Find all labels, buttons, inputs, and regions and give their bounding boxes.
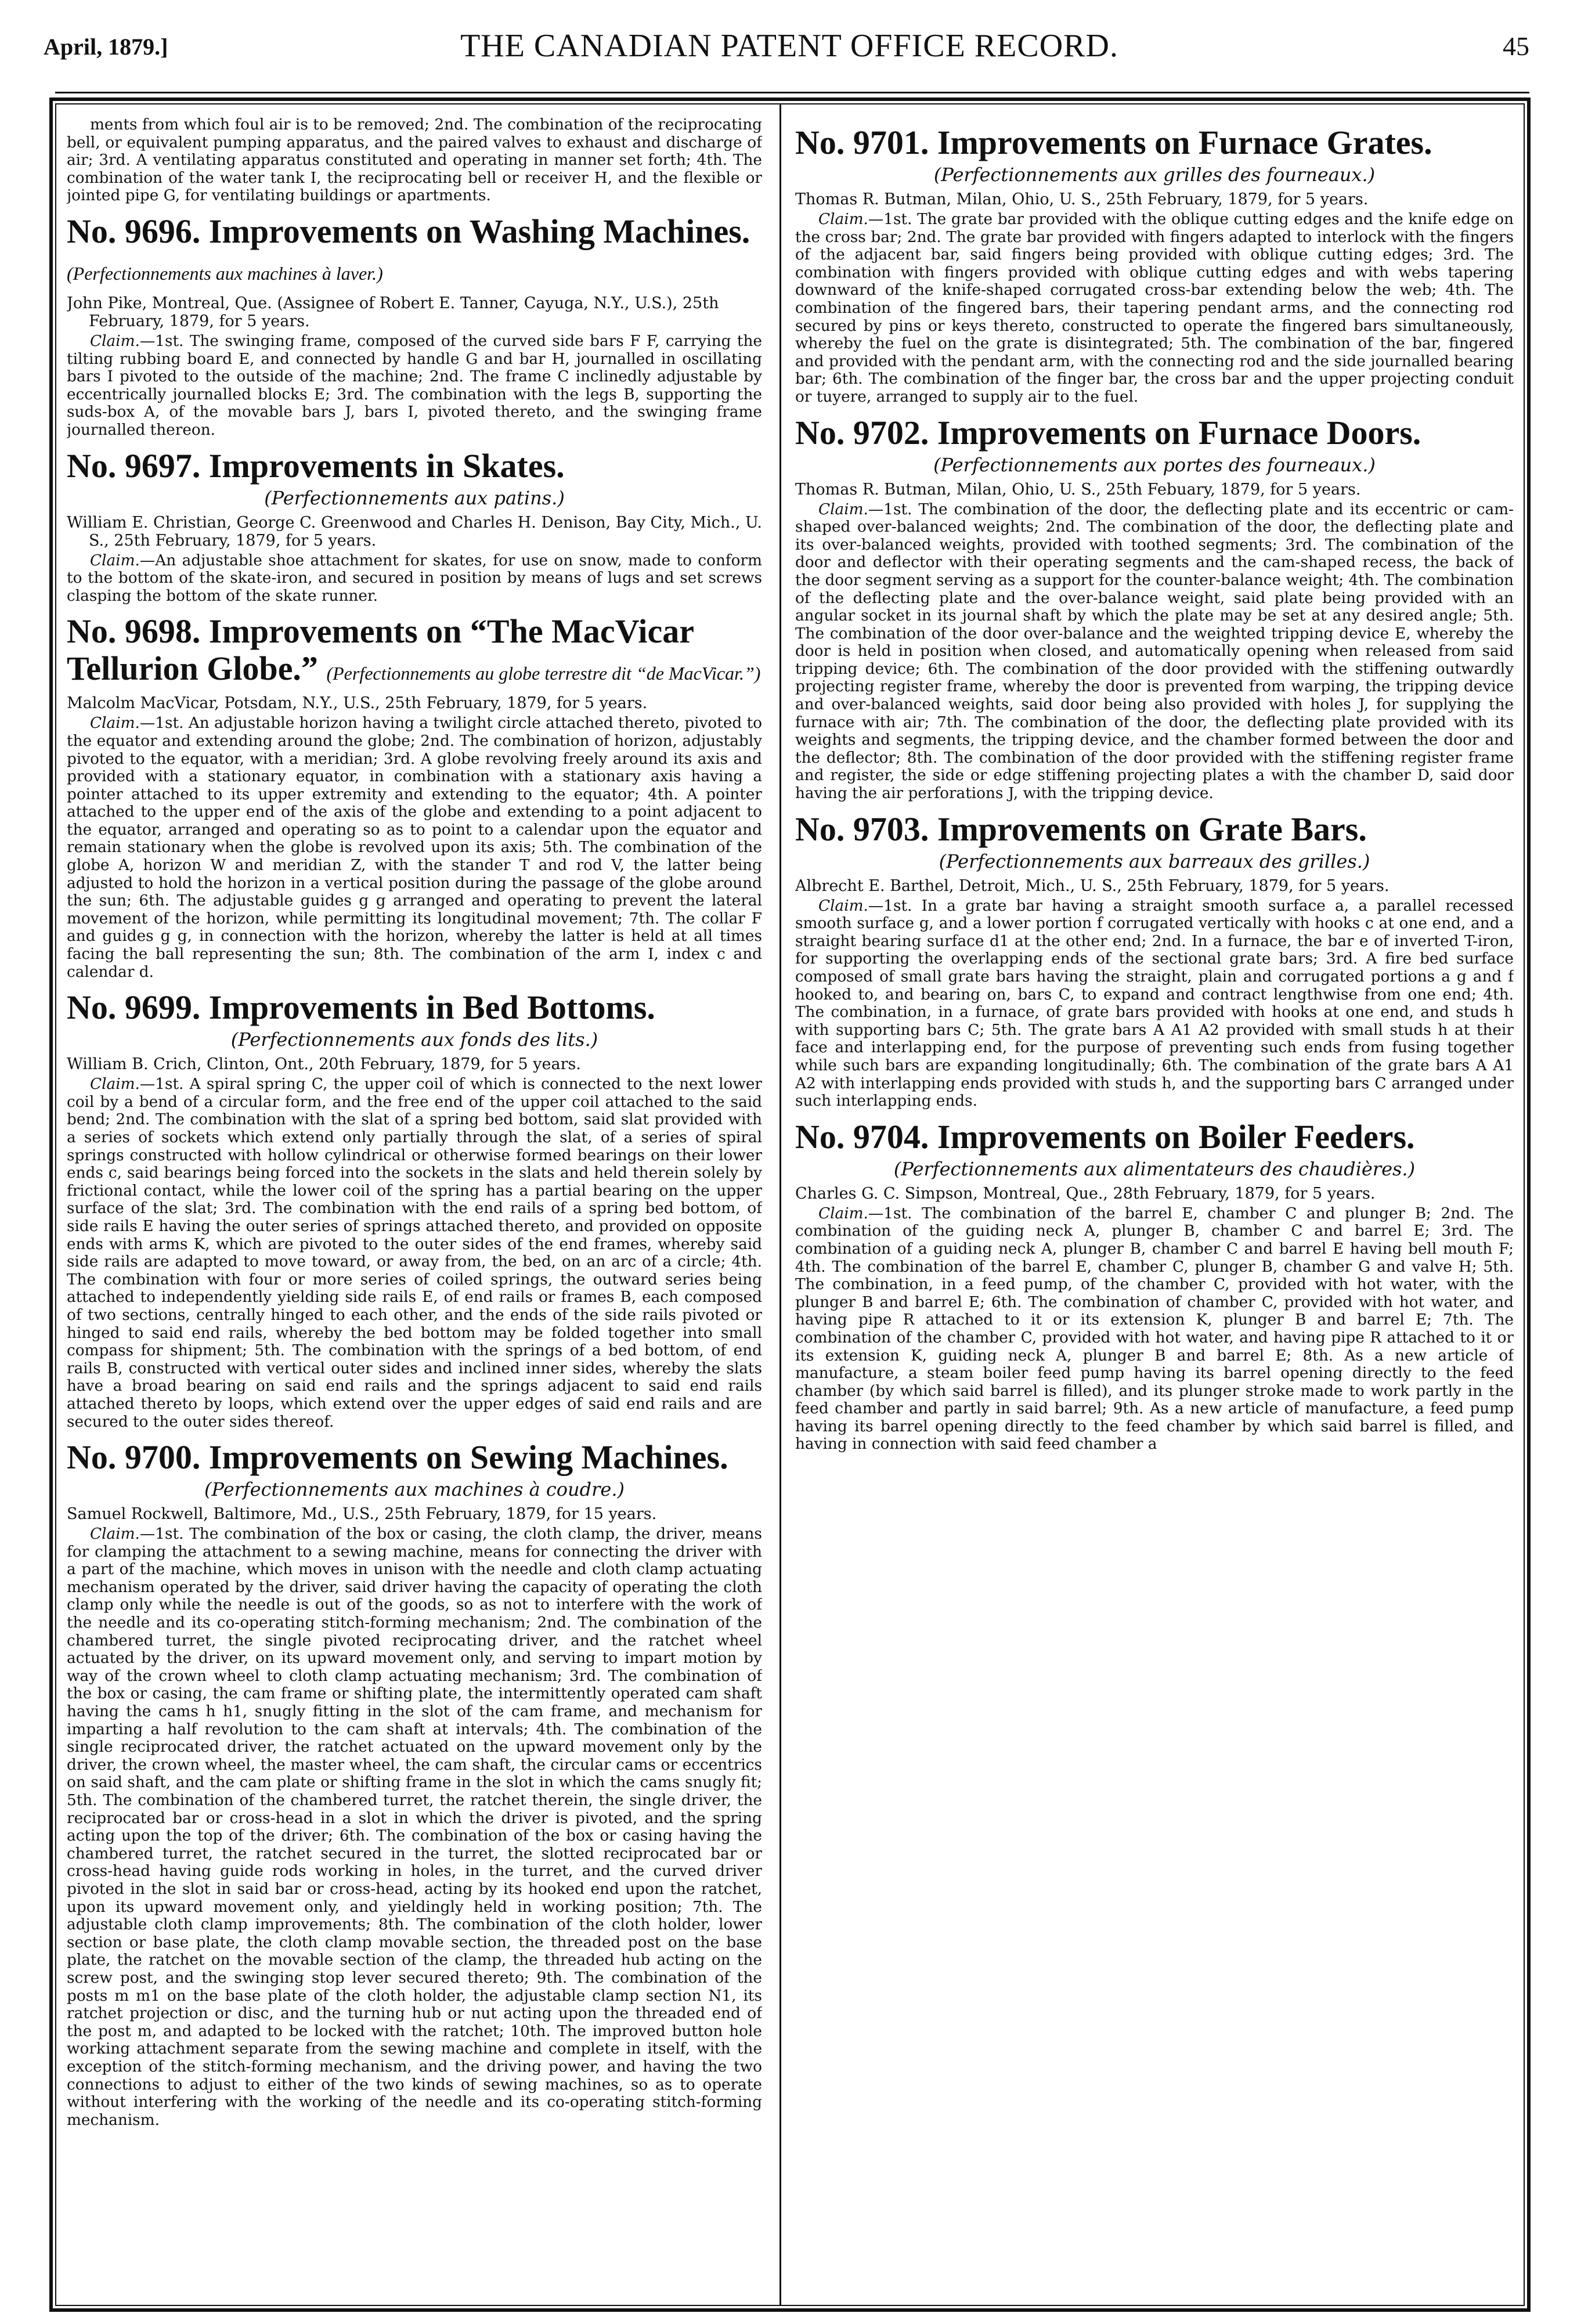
patent-heading [67, 613, 762, 692]
patent-title: Improvements on Furnace Doors. [937, 413, 1421, 452]
patent-grantee: John Pike, Montreal, Que. (Assignee of Robert E. Tanner, Cayuga, N.Y., U.S.), 25th February, 1879, for 5 years. [67, 294, 719, 330]
patent-9704 [795, 1118, 1514, 1453]
patent-heading [795, 414, 1514, 452]
patent-number: No. 9697. [67, 446, 201, 485]
right-column [795, 116, 1514, 2301]
patent-title: Improvements on Washing Machines. [208, 212, 750, 250]
patent-claims [67, 1525, 762, 2129]
patent-number: No. 9702. [795, 413, 929, 452]
patent-number: No. 9703. [795, 810, 929, 848]
patent-french-title: (Perfectionnements aux fonds des lits.) [230, 1029, 598, 1051]
claim-label: Claim. [90, 1076, 140, 1094]
patent-heading [67, 1439, 762, 1476]
patent-title: Improvements on Furnace Grates. [937, 124, 1432, 161]
patent-9698 [67, 613, 762, 981]
patent-claims [67, 1076, 762, 1431]
patent-9696 [67, 213, 762, 439]
patent-french-title: (Perfectionnements au globe terrestre dit “de MacVicar.”) [326, 663, 761, 684]
patent-9701 [795, 124, 1514, 406]
patent-title: Improvements on Boiler Feeders. [937, 1117, 1415, 1156]
patent-grantee: Malcolm MacVicar, Potsdam, N.Y., U.S., 25th February, 1879, for 5 years. [67, 694, 648, 713]
claim-text: —1st. In a grate bar having a straight smooth surface a, a parallel recessed smooth surface g, and a lower portion f corrugated vertically with hooks c at one end, and a straight bearing surface d1 at the other end; 2nd. In a furnace, the bar e of inverted T-iron, for supporting the overlapping ends of the sectional grate bars; 3rd. A fire bed surface composed of small grate bars having the straight, plain and corrugated portions a g and f hooked to, and bearing on, bars C, to expand and contract lengthwise from one end; 4th. The combination, in a furnace, of grate bars provided with hooks at one end, and studs h with supporting bars C; 5th. The grate bars A A1 A2 provided with small studs h at their face and interlapping end, for the purpose of preventing such ends from fusing together while such bars are expanding longitudinally; 6th. The combination of the grate bars A A1 A2 with interlapping ends provided with studs h, and the supporting bars C arranged under such interlapping ends. [795, 897, 1514, 1110]
patent-number: No. 9701. [795, 124, 929, 161]
patent-9703 [795, 811, 1514, 1110]
patent-grantee: Albrecht E. Barthel, Detroit, Mich., U. S., 25th February, 1879, for 5 years. [795, 876, 1390, 895]
patent-claims [795, 501, 1514, 803]
patent-grantee: Thomas R. Butman, Milan, Ohio, U. S., 25th Febuary, 1879, for 5 years. [795, 480, 1361, 499]
patent-9697 [67, 448, 762, 605]
claim-label: Claim. [818, 897, 868, 915]
patent-heading [795, 811, 1514, 848]
patent-9702 [795, 414, 1514, 803]
claim-text: —1st. The swinging frame, composed of the curved side bars F F, carrying the tilting rubbing board E, and connected by handle G and bar H, journalled in oscillating bars I pivoted to the outside of the machine; 2nd. The frame C inclinedly adjustable by eccentrically journalled blocks E; 3rd. The combination with the legs B, supporting the suds-box A, of the movable bars J, bars I, pivoted thereto, and the swinging frame journalled thereon. [67, 332, 762, 439]
patent-claims [795, 1205, 1514, 1453]
claim-text: —1st. An adjustable horizon having a twilight circle attached thereto, pivoted to the equator and extending around the globe; 2nd. The combination of horizon, adjustably pivoted to the equator, with a meridian; 3rd. A globe revolving freely around its axis and provided with a stationary equator, in combination with a stationary axis having a pointer attached to its upper extremity and extending to the equator; 4th. A pointer attached to the upper end of the axis of the globe and extending to a point adjacent to the equator, arranged and operating so as to point to a calendar upon the equator and remain stationary when the globe is revolved upon its axis; 5th. The combination of the globe A, horizon W and meridian Z, with the stander T and rod V, the latter being adjusted to hold the horizon in a vertical position during the passage of the globe around the sun; 6th. The adjustable guides g g arranged and operating to prevent the lateral movement of the horizon, while permitting its longitudinal movement; 7th. The collar F and guides g g, in connection with the horizon, whereby the latter is held at all times facing the ball representing the sun; 8th. The combination of the arm I, index c and calendar d. [67, 714, 762, 981]
claim-text: —1st. The grate bar provided with the oblique cutting edges and the knife edge on the cross bar; 2nd. The grate bar provided with fingers adapted to interlock with the fingers of the adjacent bar, said fingers being provided with oblique cutting edges; 3rd. The combination with fingers provided with oblique cutting edges and with webs tapering downward of the knife-shaped corrugated cross-bar extending below the web; 4th. The combination of the fingered bars, their tapering pendant arms, and the connecting rod secured by pins or keys thereto, constructed to operate the fingered bars simultaneously, whereby the fuel on the grate is disintegrated; 5th. The combination of the bar, fingered and provided with the pendant arm, with the connecting rod and the side journalled bearing bar; 6th. The combination of the finger bar, the cross bar and the upper projecting conduit or tuyere, arranged to supply air to the fuel. [795, 211, 1514, 406]
column-divider [779, 103, 781, 2306]
claim-label: Claim. [818, 500, 868, 518]
patent-claims [67, 552, 762, 605]
patent-title: Improvements on Grate Bars. [937, 810, 1367, 848]
patent-heading [795, 1118, 1514, 1156]
patent-french-title: (Perfectionnements aux machines à coudre.) [204, 1478, 625, 1501]
patent-french-title: (Perfectionnements aux grilles des fourneaux.) [933, 164, 1376, 186]
claim-label: Claim. [90, 1525, 140, 1543]
claim-label: Claim. [818, 1204, 868, 1222]
patent-9700 [67, 1439, 762, 2129]
patent-number: No. 9700. [67, 1438, 201, 1477]
patent-claims [67, 714, 762, 981]
patent-number: No. 9699. [67, 988, 201, 1027]
patent-grantee: William B. Crich, Clinton, Ont., 20th February, 1879, for 5 years. [67, 1055, 581, 1074]
patent-claims [795, 211, 1514, 406]
claim-label: Claim. [818, 211, 868, 228]
patent-claims [795, 897, 1514, 1110]
patent-title: Improvements on “The MacVicar Tellurion Globe.” [67, 612, 694, 688]
patent-title: Improvements in Bed Bottoms. [208, 988, 655, 1027]
patent-number: No. 9696. [67, 212, 201, 250]
header-rule [55, 92, 1529, 93]
patent-french-title: (Perfectionnements aux patins.) [264, 486, 565, 509]
claim-text: —1st. The combination of the barrel E, chamber C and plunger B; 2nd. The combination of the guiding neck A, plunger B, chamber C and barrel E; 3rd. The combination of a guiding neck A, plunger B, chamber C and barrel E having bell mouth F; 4th. The combination of the barrel E, chamber C, plunger B, chamber G and valve H; 5th. The combination, in a feed pump, of the chamber C, provided with hot water, with the plunger B and barrel E; 6th. The combination of chamber C, provided with hot water, and having pipe R attached to it or its extension K, plunger B and barrel E; 7th. The combination of the chamber C, provided with hot water, and having pipe R attached to it or its extension K, guiding neck A, plunger B and barrel E; 8th. As a new article of manufacture, a steam boiler feed pump having its barrel opening directly to the feed chamber (by which said barrel is filled), and its plunger stroke made to work partly in the feed chamber and partly in said barrel; 9th. As a new article of manufacture, a feed pump having its barrel opening directly to the feed chamber by which said barrel is filled, and having in connection with said feed chamber a [795, 1204, 1514, 1453]
patent-french-title: (Perfectionnements aux alimentateurs des chaudières.) [893, 1157, 1416, 1180]
patent-heading [795, 124, 1514, 161]
claim-label: Claim. [90, 714, 140, 732]
claim-text: —An adjustable shoe attachment for skates, for use on snow, made to conform to the bottom of the skate-iron, and secured in position by means of lugs and set screws clasping the bottom of the skate runner. [67, 551, 762, 605]
publication-title: THE CANADIAN PATENT OFFICE RECORD. [460, 28, 1118, 64]
patent-grantee: William E. Christian, George C. Greenwood and Charles H. Denison, Bay City, Mich., U. S., 25th February, 1879, for 5 years. [67, 513, 762, 550]
continued-claims-text: ments from which foul air is to be removed; 2nd. The combination of the reciprocating bell, or equivalent pumping apparatus, and the paired valves to exhaust and discharge of air; 3rd. A ventilating apparatus constituted and operating in manner set forth; 4th. The combination of the water tank I, the reciprocating bell or receiver H, and the flexible or jointed pipe G, for ventilating buildings or apartments. [67, 116, 762, 205]
patent-number: No. 9704. [795, 1117, 929, 1156]
claim-text: —1st. The combination of the box or casing, the cloth clamp, the driver, means for clamping the attachment to a sewing machine, means for connecting the driver with a part of the machine, which moves in unison with the needle and cloth clamp actuating mechanism operated by the driver, said driver having the capacity of operating the cloth clamp only while the needle is out of the goods, so as not to interfere with the work of the needle and its co-operating stitch-forming mechanism; 2nd. The combination of the chambered turret, the single pivoted reciprocating driver, and the ratchet wheel actuated by the driver, on its upward movement only, and serving to impart motion by way of the crown wheel to cloth clamp actuating mechanism; 3rd. The combination of the box or casing, the cam frame or shifting plate, the intermittently operated cam shaft having the cams h h1, snugly fitting in the slot of the cam frame, and mechanism for imparting a half revolution to the cam shaft at intervals; 4th. The combination of the single reciprocated driver, the ratchet actuated on the upward movement only by the driver, the crown wheel, the master wheel, the cam shaft, the circular cams or eccentrics on said shaft, and the cam plate or shifting frame in the slot in which the cams snugly fit; 5th. The combination of the chambered turret, the ratchet therein, the single driver, the reciprocated bar or cross-head in a slot in which the driver is pivoted, and the spring acting upon the top of the driver; 6th. The combination of the box or casing having the chambered turret, the ratchet secured in the turret, the slotted reciprocated bar or cross-head having guide rods working in holes, in the turret, and the curved driver pivoted in the slot in said bar or cross-head, acting by its hooked end upon the ratchet, upon its upward movement only, and yieldingly held in working position; 7th. The adjustable cloth clamp improvements; 8th. The combination of the cloth holder, lower section or base plate, the cloth clamp movable section, the threaded post on the base plate, the ratchet on the movable section of the clamp, the threaded hub acting on the screw post, and the swinging stop lever secured thereto; 9th. The combination of the posts m m1 on the base plate of the cloth holder, the adjustable clamp section N1, its ratchet projection or disc, and the turning hub or nut acting upon the threaded end of the post m, and adapted to be locked with the ratchet; 10th. The improved button hole working attachment separate from the sewing machine and complete in itself, with the exception of the stitch-forming mechanism, and the driving power, and having the two connections to adjust to either of the two kinds of sewing machines, so as to operate without interfering with the working of the needle and its co-operating stitch-forming mechanism. [67, 1525, 762, 2129]
patent-grantee: Thomas R. Butman, Milan, Ohio, U. S., 25th February, 1879, for 5 years. [795, 190, 1369, 208]
patent-french-title: (Perfectionnements aux machines à laver.) [67, 262, 383, 284]
patent-heading [67, 989, 762, 1026]
patent-french-title: (Perfectionnements aux barreaux des grilles.) [939, 850, 1370, 872]
patent-heading [67, 213, 762, 292]
patent-claims [67, 333, 762, 439]
claim-label: Claim. [90, 551, 140, 569]
left-column [67, 116, 762, 2301]
issue-date: April, 1879.] [44, 34, 168, 60]
patent-title: Improvements in Skates. [208, 446, 565, 485]
patent-title: Improvements on Sewing Machines. [208, 1438, 728, 1477]
patent-9699 [67, 989, 762, 1431]
claim-text: —1st. The combination of the door, the deflecting plate and its eccentric or cam-shaped over-balanced weights; 2nd. The combination of the door, the deflecting plate and its over-balanced weights, provided with toothed segments; 3rd. The combination of the door and deflector with their operating segments and the cam-shaped recess, the back of the door segment serving as a support for the counter-balance weight; 4th. The combination of the deflecting plate and the over-balance weight, said plate being provided with an angular socket in its journal shaft by which the plate may be set at any desired angle; 5th. The combination of the door over-balance and the weighted tripping device E, whereby the door is held in position when closed, and automatically opening when released from said tripping device; 6th. The combination of the door provided with the stiffening outwardly projecting register frame, whereby the door is prevented from warping, the tripping device and over-balanced weights, said door being also provided with holes J, for supplying the furnace with air; 7th. The combination of the door, the deflecting plate provided with its weights and segments, the tripping device, and the chamber formed between the door and the deflector; 8th. The combination of the door provided with the stiffening register frame and register, the side or edge stiffening projecting plates a with the chamber D, said door having the air perforations J, with the tripping device. [795, 500, 1514, 803]
claim-label: Claim. [90, 332, 140, 350]
running-header [44, 26, 1535, 67]
page-number: 45 [1503, 31, 1529, 61]
patent-number: No. 9698. [67, 612, 201, 651]
patent-grantee: Samuel Rockwell, Baltimore, Md., U.S., 25th February, 1879, for 15 years. [67, 1505, 657, 1524]
patent-french-title: (Perfectionnements aux portes des fourneaux.) [933, 453, 1376, 476]
patent-grantee: Charles G. C. Simpson, Montreal, Que., 28th February, 1879, for 5 years. [795, 1184, 1376, 1203]
claim-text: —1st. A spiral spring C, the upper coil of which is connected to the next lower coil by a bend of a circular form, and the free end of the upper coil attached to the said bend; 2nd. The combination with the slat of a spring bed bottom, said slat provided with a series of sockets which extend only partially through the slat, of a series of spiral springs constructed with hollow cylindrical or otherwise formed bearings on their lower ends c, said bearings being forced into the sockets in the slats and held therein solely by frictional contact, while the lower coil of the spring has a partial bearing on the upper surface of the slat; 3rd. The combination with the end rails of a spring bed bottom, of side rails E having the outer series of springs attached thereto, and provided on opposite ends with arms K, which are pivoted to the outer sides of the end frames, whereby said side rails are adapted to move toward, or away from, the bed, on an arc of a circle; 4th. The combination with four or more series of coiled springs, the outward series being attached to independently yielding side rails E, of end rails or frames B, each composed of two sections, centrally hinged to each other, and the ends of the side rails pivoted or hinged to said end rails, whereby the bed bottom may be folded together into small compass for shipment; 5th. The combination with the springs of a bed bottom, of end rails B, constructed with vertical outer sides and inclined inner sides, whereby the slats have a broad bearing on said end rails and the springs adjacent to said end rails attached thereto by loops, which extend over the upper edges of said end rails and are secured to the outer sides thereof. [67, 1076, 762, 1431]
patent-heading [67, 448, 762, 485]
